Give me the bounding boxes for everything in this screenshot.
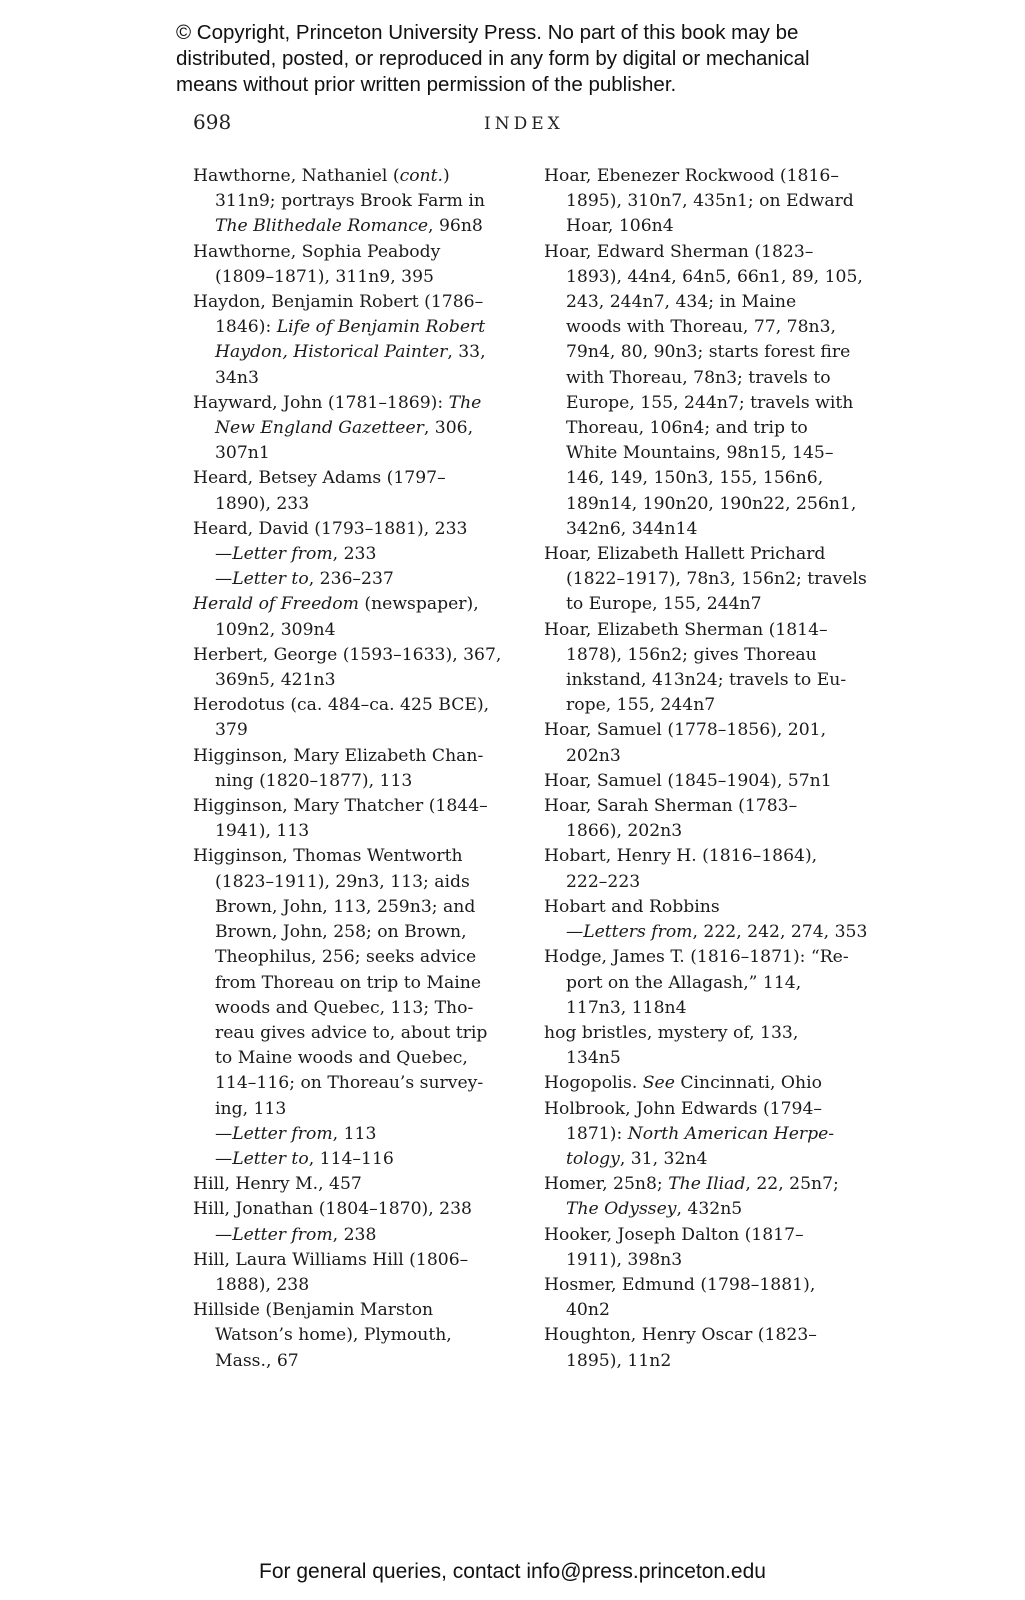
index-subline <box>544 366 874 391</box>
text-segment: 1895), 310n7, 435n1; on Edward <box>566 191 854 212</box>
index-entry-line <box>193 592 523 617</box>
italic-text: Letter from <box>232 1224 333 1245</box>
text-segment: (1823–1911), 29n3, 113; aids <box>215 871 470 892</box>
index-entry-line <box>193 1248 523 1273</box>
text-segment: , 113 <box>332 1123 377 1144</box>
text-segment: , 236–237 <box>308 569 394 590</box>
text-segment: 1941), 113 <box>215 821 310 842</box>
text-segment: ing, 113 <box>215 1098 287 1119</box>
index-entry-line <box>193 744 523 769</box>
italic-text: Letter from <box>232 544 333 565</box>
index-subline <box>193 971 523 996</box>
text-segment: from Thoreau on trip to Maine <box>215 972 482 993</box>
text-segment: Herbert, George (1593–1633), 367, <box>193 644 502 665</box>
index-subline <box>193 945 523 970</box>
text-segment: Hobart, Henry H. (1816–1864), <box>544 846 818 867</box>
text-segment: Hoar, Sarah Sherman (1783– <box>544 796 798 817</box>
text-segment: Hoar, Elizabeth Sherman (1814– <box>544 619 828 640</box>
text-segment: 1893), 44n4, 64n5, 66n1, 89, 105, <box>566 266 863 287</box>
text-segment: Hillside (Benjamin Marston <box>193 1300 434 1321</box>
text-segment: 1871): <box>566 1123 628 1144</box>
text-segment: 243, 244n7, 434; in Maine <box>566 292 797 313</box>
copyright-line: distributed, posted, or reproduced in any form by digital or mechanical <box>176 47 810 70</box>
index-subline <box>193 819 523 844</box>
index-entry-line <box>193 693 523 718</box>
index-entry-line <box>544 1097 874 1122</box>
index-entry-line <box>544 1223 874 1248</box>
index-subline <box>544 1248 874 1273</box>
italic-text: Letters from <box>583 922 693 943</box>
index-entry-line <box>544 618 874 643</box>
index-subline <box>544 517 874 542</box>
text-segment: 202n3 <box>566 745 621 766</box>
text-segment: Higginson, Thomas Wentworth <box>193 846 463 867</box>
text-segment: Hosmer, Edmund (1798–1881), <box>544 1274 816 1295</box>
text-segment: — <box>215 569 233 590</box>
text-segment: Brown, John, 258; on Brown, <box>215 922 467 943</box>
index-entry-line <box>544 718 874 743</box>
text-segment: 1911), 398n3 <box>566 1249 683 1270</box>
text-segment: Hodge, James T. (1816–1871): “Re- <box>544 947 849 968</box>
index-subline <box>544 1122 874 1147</box>
index-subline <box>544 340 874 365</box>
text-segment: 1878), 156n2; gives Thoreau <box>566 644 817 665</box>
index-subline <box>193 340 523 365</box>
text-segment: 79n4, 80, 90n3; starts forest fire <box>566 342 851 363</box>
index-subline <box>544 693 874 718</box>
copyright-line: means without prior written permission of the publisher. <box>176 73 677 96</box>
text-segment: Mass., 67 <box>215 1350 299 1371</box>
text-segment: 379 <box>215 720 248 741</box>
index-entry-line <box>193 844 523 869</box>
text-segment: Hoar, Ebenezer Rockwood (1816– <box>544 166 839 186</box>
index-subline <box>544 290 874 315</box>
index-subline <box>544 391 874 416</box>
text-segment: Hill, Laura Williams Hill (1806– <box>193 1249 469 1270</box>
text-segment: , 31, 32n4 <box>619 1148 708 1169</box>
italic-text: The Odyssey <box>566 1199 677 1220</box>
italic-text: Haydon, Historical Painter <box>215 342 448 363</box>
italic-text: North American Herpe- <box>627 1123 835 1144</box>
text-segment: 40n2 <box>566 1300 610 1321</box>
index-entry-line <box>544 1273 874 1298</box>
text-segment: 109n2, 309n4 <box>215 619 336 640</box>
index-subline <box>544 819 874 844</box>
text-segment: Herodotus (ca. 484–ca. 425 BCE), <box>193 695 490 716</box>
index-subline <box>193 668 523 693</box>
copyright-notice <box>176 20 896 98</box>
index-subline <box>193 920 523 945</box>
text-segment: inkstand, 413n24; travels to Eu- <box>566 670 847 691</box>
text-segment: Hayward, John (1781–1869): <box>193 392 449 413</box>
text-segment: 369n5, 421n3 <box>215 670 336 691</box>
italic-text: cont. <box>399 166 443 186</box>
index-subline <box>544 996 874 1021</box>
text-segment: 146, 149, 150n3, 155, 156n6, <box>566 468 824 489</box>
text-segment: 117n3, 118n4 <box>566 997 687 1018</box>
text-segment: Hoar, Samuel (1778–1856), 201, <box>544 720 827 741</box>
text-segment: 222–223 <box>566 871 641 892</box>
index-entry-line <box>544 794 874 819</box>
italic-text: Letter to <box>232 569 309 590</box>
text-segment: 114–116; on Thoreau’s survey- <box>215 1073 484 1094</box>
text-segment: 342n6, 344n14 <box>566 518 698 539</box>
text-segment: Thoreau, 106n4; and trip to <box>566 418 808 439</box>
footer-contact: For general queries, contact info@press.princeton.edu <box>259 1560 766 1583</box>
index-subline <box>193 416 523 441</box>
text-segment: Watson’s home), Plymouth, <box>215 1325 452 1346</box>
text-segment: port on the Allagash,” 114, <box>566 972 802 993</box>
index-subline <box>544 668 874 693</box>
text-segment: — <box>215 544 233 565</box>
text-segment: Brown, John, 113, 259n3; and <box>215 896 476 917</box>
text-segment: 1888), 238 <box>215 1274 310 1295</box>
text-segment: , 432n5 <box>676 1199 743 1220</box>
text-segment: Holbrook, John Edwards (1794– <box>544 1098 822 1119</box>
text-segment: 1846): <box>215 317 277 338</box>
index-subline <box>193 214 523 239</box>
index-subline <box>193 895 523 920</box>
italic-text: The Iliad <box>668 1174 746 1195</box>
text-segment: , 114–116 <box>308 1148 394 1169</box>
index-subline <box>193 189 523 214</box>
index-entry-line <box>193 391 523 416</box>
italic-text: Letter to <box>232 1148 309 1169</box>
index-entry-line <box>544 240 874 265</box>
text-segment: hog bristles, mystery of, 133, <box>544 1022 799 1043</box>
text-segment: Higginson, Mary Thatcher (1844– <box>193 796 488 817</box>
text-segment: Houghton, Henry Oscar (1823– <box>544 1325 817 1346</box>
text-segment: Europe, 155, 244n7; travels with <box>566 392 854 413</box>
index-subline <box>193 1349 523 1374</box>
index-entry-line <box>193 794 523 819</box>
index-entry-line <box>544 945 874 970</box>
index-subline <box>193 1097 523 1122</box>
text-segment: , 222, 242, 274, 353 <box>692 922 868 943</box>
italic-text: Herald of Freedom <box>193 594 359 615</box>
text-segment: , 22, 25n7; <box>745 1174 839 1195</box>
text-segment: (1822–1917), 78n3, 156n2; travels <box>566 569 867 590</box>
index-subline <box>544 416 874 441</box>
text-segment: , 33, <box>447 342 486 363</box>
text-segment: woods with Thoreau, 77, 78n3, <box>566 317 836 338</box>
text-segment: — <box>215 1224 233 1245</box>
text-segment: (1809–1871), 311n9, 395 <box>215 266 434 287</box>
index-subline <box>544 189 874 214</box>
italic-text: tology <box>566 1148 620 1169</box>
text-segment: ) <box>443 166 450 186</box>
text-segment: Theophilus, 256; seeks advice <box>215 947 477 968</box>
text-segment: Hoar, Edward Sherman (1823– <box>544 241 814 262</box>
index-entry-line <box>544 164 874 189</box>
text-segment: 189n14, 190n20, 190n22, 256n1, <box>566 493 857 514</box>
index-subline <box>193 769 523 794</box>
text-segment: reau gives advice to, about trip <box>215 1022 488 1043</box>
text-segment: 307n1 <box>215 443 270 464</box>
index-subline <box>544 1197 874 1222</box>
index-subline <box>544 592 874 617</box>
text-segment: 1890), 233 <box>215 493 310 514</box>
text-segment: Homer, 25n8; <box>544 1174 669 1195</box>
index-subline <box>544 920 874 945</box>
italic-text: Life of Benjamin Robert <box>276 317 486 338</box>
index-subline <box>193 542 523 567</box>
text-segment: , 96n8 <box>428 216 483 237</box>
text-segment: Hawthorne, Nathaniel ( <box>193 166 400 186</box>
index-entry-line <box>193 466 523 491</box>
text-segment: Hawthorne, Sophia Peabody <box>193 241 441 262</box>
copyright-line: © Copyright, Princeton University Press. No part of this book may be <box>176 21 799 44</box>
index-entry-line <box>544 542 874 567</box>
index-subline <box>544 567 874 592</box>
text-segment: Hoar, Elizabeth Hallett Prichard <box>544 544 826 565</box>
text-segment: Heard, David (1793–1881), 233 <box>193 518 468 539</box>
index-subline <box>193 996 523 1021</box>
index-subline <box>544 265 874 290</box>
index-entry-line <box>193 1197 523 1222</box>
text-segment: Higginson, Mary Elizabeth Chan- <box>193 745 484 766</box>
index-subline <box>544 744 874 769</box>
index-entry-line <box>544 895 874 920</box>
index-entry-line <box>544 1021 874 1046</box>
index-subline <box>193 1147 523 1172</box>
index-subline <box>193 441 523 466</box>
index-column-left <box>193 164 523 1374</box>
text-segment: Hobart and Robbins <box>544 896 720 917</box>
index-subline <box>193 492 523 517</box>
running-head: INDEX <box>484 114 564 134</box>
index-subline <box>193 1323 523 1348</box>
index-subline <box>193 366 523 391</box>
text-segment: — <box>215 1123 233 1144</box>
text-segment: (newspaper), <box>358 594 479 615</box>
index-subline <box>193 870 523 895</box>
italic-text: Letter from <box>232 1123 333 1144</box>
index-entry-line <box>544 769 874 794</box>
text-segment: White Mountains, 98n15, 145– <box>566 443 834 464</box>
index-subline <box>544 315 874 340</box>
index-column-right <box>544 164 874 1374</box>
text-segment: rope, 155, 244n7 <box>566 695 716 716</box>
text-segment: 311n9; portrays Brook Farm in <box>215 191 485 212</box>
page-number: 698 <box>193 110 232 134</box>
text-segment: — <box>566 922 584 943</box>
text-segment: Heard, Betsey Adams (1797– <box>193 468 446 489</box>
text-segment: — <box>215 1148 233 1169</box>
index-entry-line <box>544 1071 874 1096</box>
text-segment: 134n5 <box>566 1048 621 1069</box>
index-subline <box>193 315 523 340</box>
index-subline <box>544 643 874 668</box>
italic-text: The <box>448 392 482 413</box>
text-segment: ning (1820–1877), 113 <box>215 770 413 791</box>
index-subline <box>544 1147 874 1172</box>
index-subline <box>544 441 874 466</box>
index-entry-line <box>193 643 523 668</box>
index-subline <box>544 1046 874 1071</box>
index-subline <box>193 1223 523 1248</box>
index-entry-line <box>193 1172 523 1197</box>
index-subline <box>193 718 523 743</box>
text-segment: Hill, Jonathan (1804–1870), 238 <box>193 1199 472 1220</box>
text-segment: Haydon, Benjamin Robert (1786– <box>193 292 484 313</box>
index-subline <box>193 265 523 290</box>
text-segment: Hoar, 106n4 <box>566 216 674 237</box>
index-subline <box>544 492 874 517</box>
text-segment: Cincinnati, Ohio <box>674 1073 822 1094</box>
text-segment: Hill, Henry M., 457 <box>193 1174 362 1195</box>
italic-text: New England Gazetteer <box>215 418 424 439</box>
italic-text: The Blithedale Romance <box>215 216 429 237</box>
index-entry-line <box>193 290 523 315</box>
text-segment: woods and Quebec, 113; Tho- <box>215 997 474 1018</box>
text-segment: 1895), 11n2 <box>566 1350 672 1371</box>
text-segment: Hogopolis. <box>544 1073 643 1094</box>
index-subline <box>544 466 874 491</box>
index-subline <box>193 1122 523 1147</box>
index-subline <box>193 1273 523 1298</box>
text-segment: , 306, <box>423 418 474 439</box>
index-entry-line <box>544 1323 874 1348</box>
text-segment: to Europe, 155, 244n7 <box>566 594 762 615</box>
text-segment: 1866), 202n3 <box>566 821 683 842</box>
index-entry-line <box>193 164 523 189</box>
index-entry-line <box>544 1172 874 1197</box>
index-entry-line <box>193 240 523 265</box>
index-entry-line <box>193 1298 523 1323</box>
index-subline <box>544 971 874 996</box>
index-subline <box>193 567 523 592</box>
index-entry-line <box>544 844 874 869</box>
index-subline <box>193 1046 523 1071</box>
text-segment: , 233 <box>332 544 377 565</box>
index-subline <box>544 1349 874 1374</box>
index-subline <box>193 1071 523 1096</box>
index-subline <box>193 618 523 643</box>
index-subline <box>193 1021 523 1046</box>
index-subline <box>544 870 874 895</box>
text-segment: Hooker, Joseph Dalton (1817– <box>544 1224 804 1245</box>
index-subline <box>544 1298 874 1323</box>
text-segment: with Thoreau, 78n3; travels to <box>566 367 831 388</box>
text-segment: Hoar, Samuel (1845–1904), 57n1 <box>544 770 832 791</box>
index-subline <box>544 214 874 239</box>
text-segment: to Maine woods and Quebec, <box>215 1048 468 1069</box>
italic-text: See <box>642 1073 675 1094</box>
text-segment: , 238 <box>332 1224 377 1245</box>
index-entry-line <box>193 517 523 542</box>
text-segment: 34n3 <box>215 367 259 388</box>
